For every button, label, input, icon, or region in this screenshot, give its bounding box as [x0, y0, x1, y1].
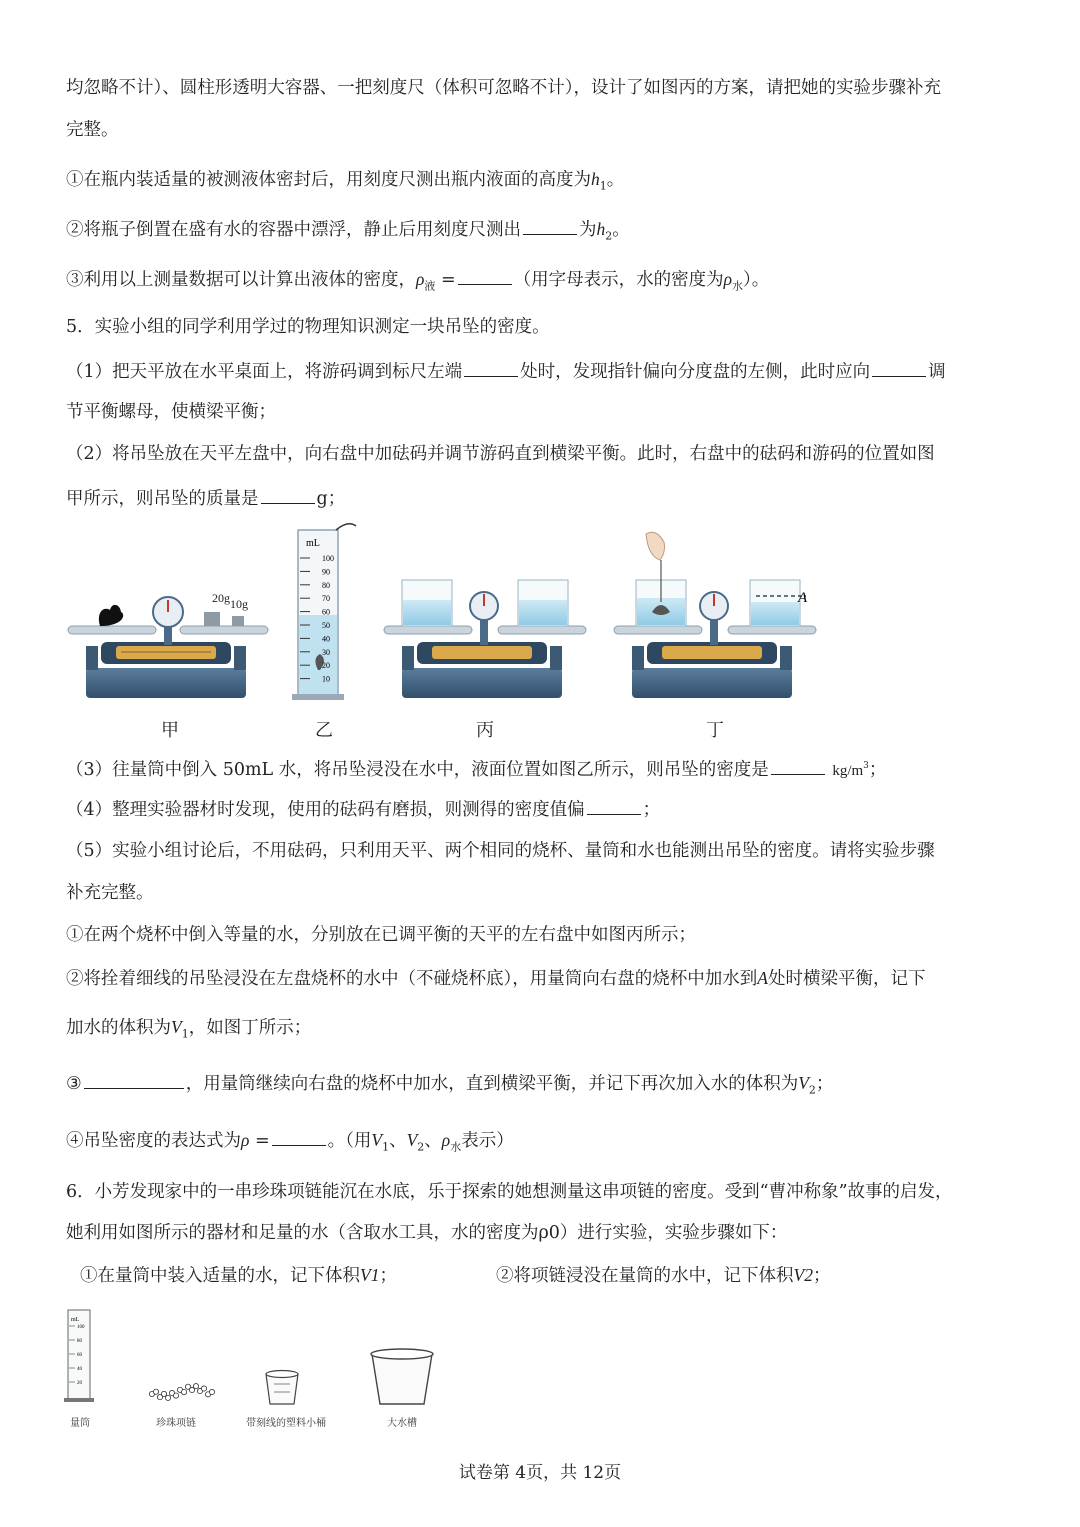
cylinder-tick-label: 20 — [322, 661, 330, 671]
sub: 液 — [424, 279, 436, 293]
page-footer: 试卷第 4页，共 12页 — [458, 1463, 622, 1483]
sub: 水 — [450, 1140, 462, 1154]
var-V2: V2 — [793, 1265, 813, 1285]
balance-jia — [68, 597, 268, 698]
answer-blank[interactable] — [261, 485, 315, 504]
caption-bing: 丙 — [476, 720, 494, 741]
sub: 2 — [808, 1083, 816, 1097]
q5-part3 — [66, 754, 886, 783]
sub: 2 — [417, 1140, 425, 1154]
pearl — [189, 1387, 194, 1392]
q5-step2 — [66, 966, 925, 991]
small-cyl-tick-label: 60 — [77, 1353, 82, 1358]
var-rho: ρ — [441, 1130, 451, 1150]
var-V1: V1 — [360, 1265, 380, 1285]
sup: 3 — [863, 761, 869, 771]
q5-part2-cont — [66, 485, 345, 511]
q4-line1: 均忽略不计）、圆柱形透明大容器、一把刻度尺（体积可忽略不计），设计了如图丙的方案，请把她的实验步骤补充 — [66, 78, 941, 98]
answer-blank[interactable] — [872, 358, 926, 377]
sub: 水 — [732, 279, 744, 293]
q6-line2: 她利用如图所示的器材和足量的水（含取水工具，水的密度为ρ0）进行实验，实验步骤如下： — [66, 1223, 788, 1243]
q5-step4 — [66, 1127, 514, 1160]
var-h: h — [596, 219, 606, 239]
balance-ding — [614, 532, 816, 698]
pearl — [201, 1386, 206, 1391]
weight-10g-label: 10g — [230, 597, 248, 611]
pearl-necklace-icon — [149, 1384, 214, 1401]
q6-step1 — [80, 1263, 397, 1288]
text: ①在量筒中装入适量的水，记下体积 — [80, 1266, 360, 1286]
var-V: V — [371, 1130, 383, 1150]
punct: ； — [868, 759, 887, 780]
text: 为 — [579, 220, 597, 240]
equals: = — [435, 270, 456, 290]
var-V: V — [798, 1073, 809, 1093]
var-rho: ρ — [723, 269, 733, 289]
q4-line2: 完整。 — [66, 120, 119, 140]
text: 处时，发现指针偏向分度盘的左侧，此时应向 — [520, 362, 871, 382]
pearl — [209, 1389, 214, 1394]
answer-blank[interactable] — [458, 266, 512, 285]
caption-jia: 甲 — [161, 720, 179, 741]
q4-step1 — [66, 167, 624, 199]
text: ，用量筒继续向右盘的烧杯中加水，直到横梁平衡，并记下再次加入水的体积为 — [185, 1074, 799, 1094]
text: ②将拴着细线的吊坠浸没在左盘烧杯的水中（不碰烧杯底），用量筒向右盘的烧杯中加水到 — [66, 969, 758, 989]
pearl — [161, 1391, 166, 1396]
q4-step3 — [66, 266, 769, 299]
text: 。（用 — [327, 1131, 372, 1151]
equip-label-cylinder: 量筒 — [70, 1418, 90, 1429]
sub: 1 — [181, 1027, 189, 1041]
unit: kg/m — [832, 762, 864, 779]
caption-yi: 乙 — [315, 720, 333, 741]
cylinder-tick-label: 60 — [322, 607, 330, 617]
var-h: h — [591, 169, 600, 189]
var-V: V — [406, 1130, 418, 1150]
equals: = — [249, 1131, 270, 1151]
small-cyl-tick-label: 40 — [77, 1367, 82, 1372]
cylinder-tick-label: 100 — [322, 554, 334, 563]
sep: 、 — [389, 1131, 407, 1151]
cylinder-tick-label: 10 — [322, 674, 330, 684]
q5-part1 — [66, 358, 946, 384]
punct: ； — [815, 1074, 834, 1094]
water-tank-icon — [371, 1349, 433, 1404]
cylinder-tick-label: 80 — [322, 580, 330, 590]
pearl — [173, 1393, 178, 1398]
text: （1）把天平放在水平桌面上，将游码调到标尺左端 — [66, 362, 463, 382]
q5-title: 5．实验小组的同学利用学过的物理知识测定一块吊坠的密度。 — [66, 317, 550, 337]
pearl — [181, 1390, 186, 1395]
q5-step3 — [66, 1070, 833, 1103]
q5-figure — [66, 520, 826, 710]
pearl — [153, 1389, 158, 1394]
punct: ； — [379, 1266, 397, 1286]
answer-blank[interactable] — [523, 216, 577, 235]
q6-line1: 6．小芳发现家中的一串珍珠项链能沉在水底，乐于探索的她想测量这串项链的密度。受到“曹冲称象”故事的启发， — [66, 1182, 953, 1202]
q6-equipment-figure — [60, 1300, 460, 1410]
text: （4）整理实验器材时发现，使用的砝码有磨损，则测得的密度值偏 — [66, 800, 585, 820]
balance-bing — [384, 580, 586, 698]
var-V: V — [171, 1017, 182, 1037]
q4-step3-text: ③利用以上测量数据可以计算出液体的密度， — [66, 270, 416, 290]
text: （3）往量筒中倒入 50mL 水，将吊坠浸没在水中，液面位置如图乙所示，则吊坠的密度是 — [66, 759, 769, 780]
text: 加水的体积为 — [66, 1018, 171, 1038]
pearl — [193, 1384, 198, 1389]
q5-step1: ①在两个烧杯中倒入等量的水，分别放在已调平衡的天平的左右盘中如图丙所示； — [66, 925, 696, 945]
cylinder-tick-label: 50 — [322, 621, 330, 630]
sub: 2 — [605, 229, 613, 243]
weight-20g-label: 20g — [212, 591, 230, 605]
text: （用字母表示，水的密度为 — [513, 270, 724, 290]
answer-blank[interactable] — [771, 756, 825, 775]
text: ②将项链浸没在量筒的水中，记下体积 — [496, 1266, 794, 1286]
punct: 。 — [612, 220, 630, 240]
equip-label-bucket: 带刻线的塑料小桶 — [246, 1418, 326, 1429]
punct: ； — [812, 1266, 831, 1286]
q4-step2 — [66, 216, 630, 249]
q4-step1-text: ①在瓶内装适量的被测液体密封后，用刻度尺测出瓶内液面的高度为 — [66, 170, 591, 190]
plastic-bucket-icon — [266, 1371, 298, 1405]
text: g； — [316, 489, 346, 509]
small-cyl-tick-label: 80 — [77, 1339, 82, 1344]
text: ④吊坠密度的表达式为 — [66, 1131, 241, 1151]
var-A: A — [757, 968, 768, 988]
answer-blank[interactable] — [464, 358, 518, 377]
q6-step2 — [496, 1263, 830, 1288]
answer-blank[interactable] — [587, 796, 641, 815]
small-cyl-tick-label: 20 — [77, 1381, 82, 1386]
cylinder-tick-label: 30 — [322, 647, 330, 657]
text: 调 — [928, 362, 946, 382]
text: 甲所示，则吊坠的质量是 — [66, 489, 259, 509]
cylinder-tick-label: 70 — [322, 594, 330, 604]
q5-part1-cont: 节平衡螺母，使横梁平衡； — [66, 402, 276, 422]
q5-part2: （2）将吊坠放在天平左盘中，向右盘中加砝码并调节游码直到横梁平衡。此时，右盘中的砝码和游码的位置如图 — [66, 444, 935, 464]
cylinder-unit: mL — [306, 538, 320, 549]
q4-step2-text: ②将瓶子倒置在盛有水的容器中漂浮，静止后用刻度尺测出 — [66, 220, 521, 240]
punct: ； — [642, 800, 661, 820]
punct: 。 — [606, 170, 625, 190]
pearl — [165, 1395, 170, 1400]
var-rho: ρ — [416, 269, 425, 289]
q5-step2-cont — [66, 1015, 311, 1047]
punct: ）。 — [743, 270, 770, 290]
var-rho: ρ — [241, 1130, 250, 1150]
text: ③ — [66, 1074, 82, 1094]
answer-blank[interactable] — [272, 1127, 326, 1146]
text: 表示） — [461, 1131, 514, 1151]
text: 处时横梁平衡，记下 — [767, 969, 926, 989]
sep: 、 — [424, 1131, 442, 1151]
caption-ding: 丁 — [706, 720, 724, 741]
q5-part5: （5）实验小组讨论后，不用砝码，只利用天平、两个相同的烧杯、量筒和水也能测出吊坠的密度。请将实验步骤 — [66, 841, 935, 861]
equip-label-necklace: 珍珠项链 — [156, 1418, 196, 1429]
small-cyl-tick-label: 100 — [77, 1325, 85, 1330]
sub: 1 — [599, 179, 607, 193]
cylinder-tick-label: 40 — [322, 634, 330, 644]
q5-part5-cont: 补充完整。 — [66, 883, 154, 903]
q5-part4 — [66, 796, 660, 822]
cyl-unit: mL — [71, 1317, 80, 1323]
equip-label-tank: 大水槽 — [387, 1418, 417, 1429]
label-A: A — [798, 590, 808, 606]
text: ，如图丁所示； — [188, 1018, 312, 1038]
cylinder-tick-label: 90 — [322, 567, 330, 577]
sub: 1 — [382, 1140, 390, 1154]
answer-blank[interactable] — [84, 1070, 184, 1089]
